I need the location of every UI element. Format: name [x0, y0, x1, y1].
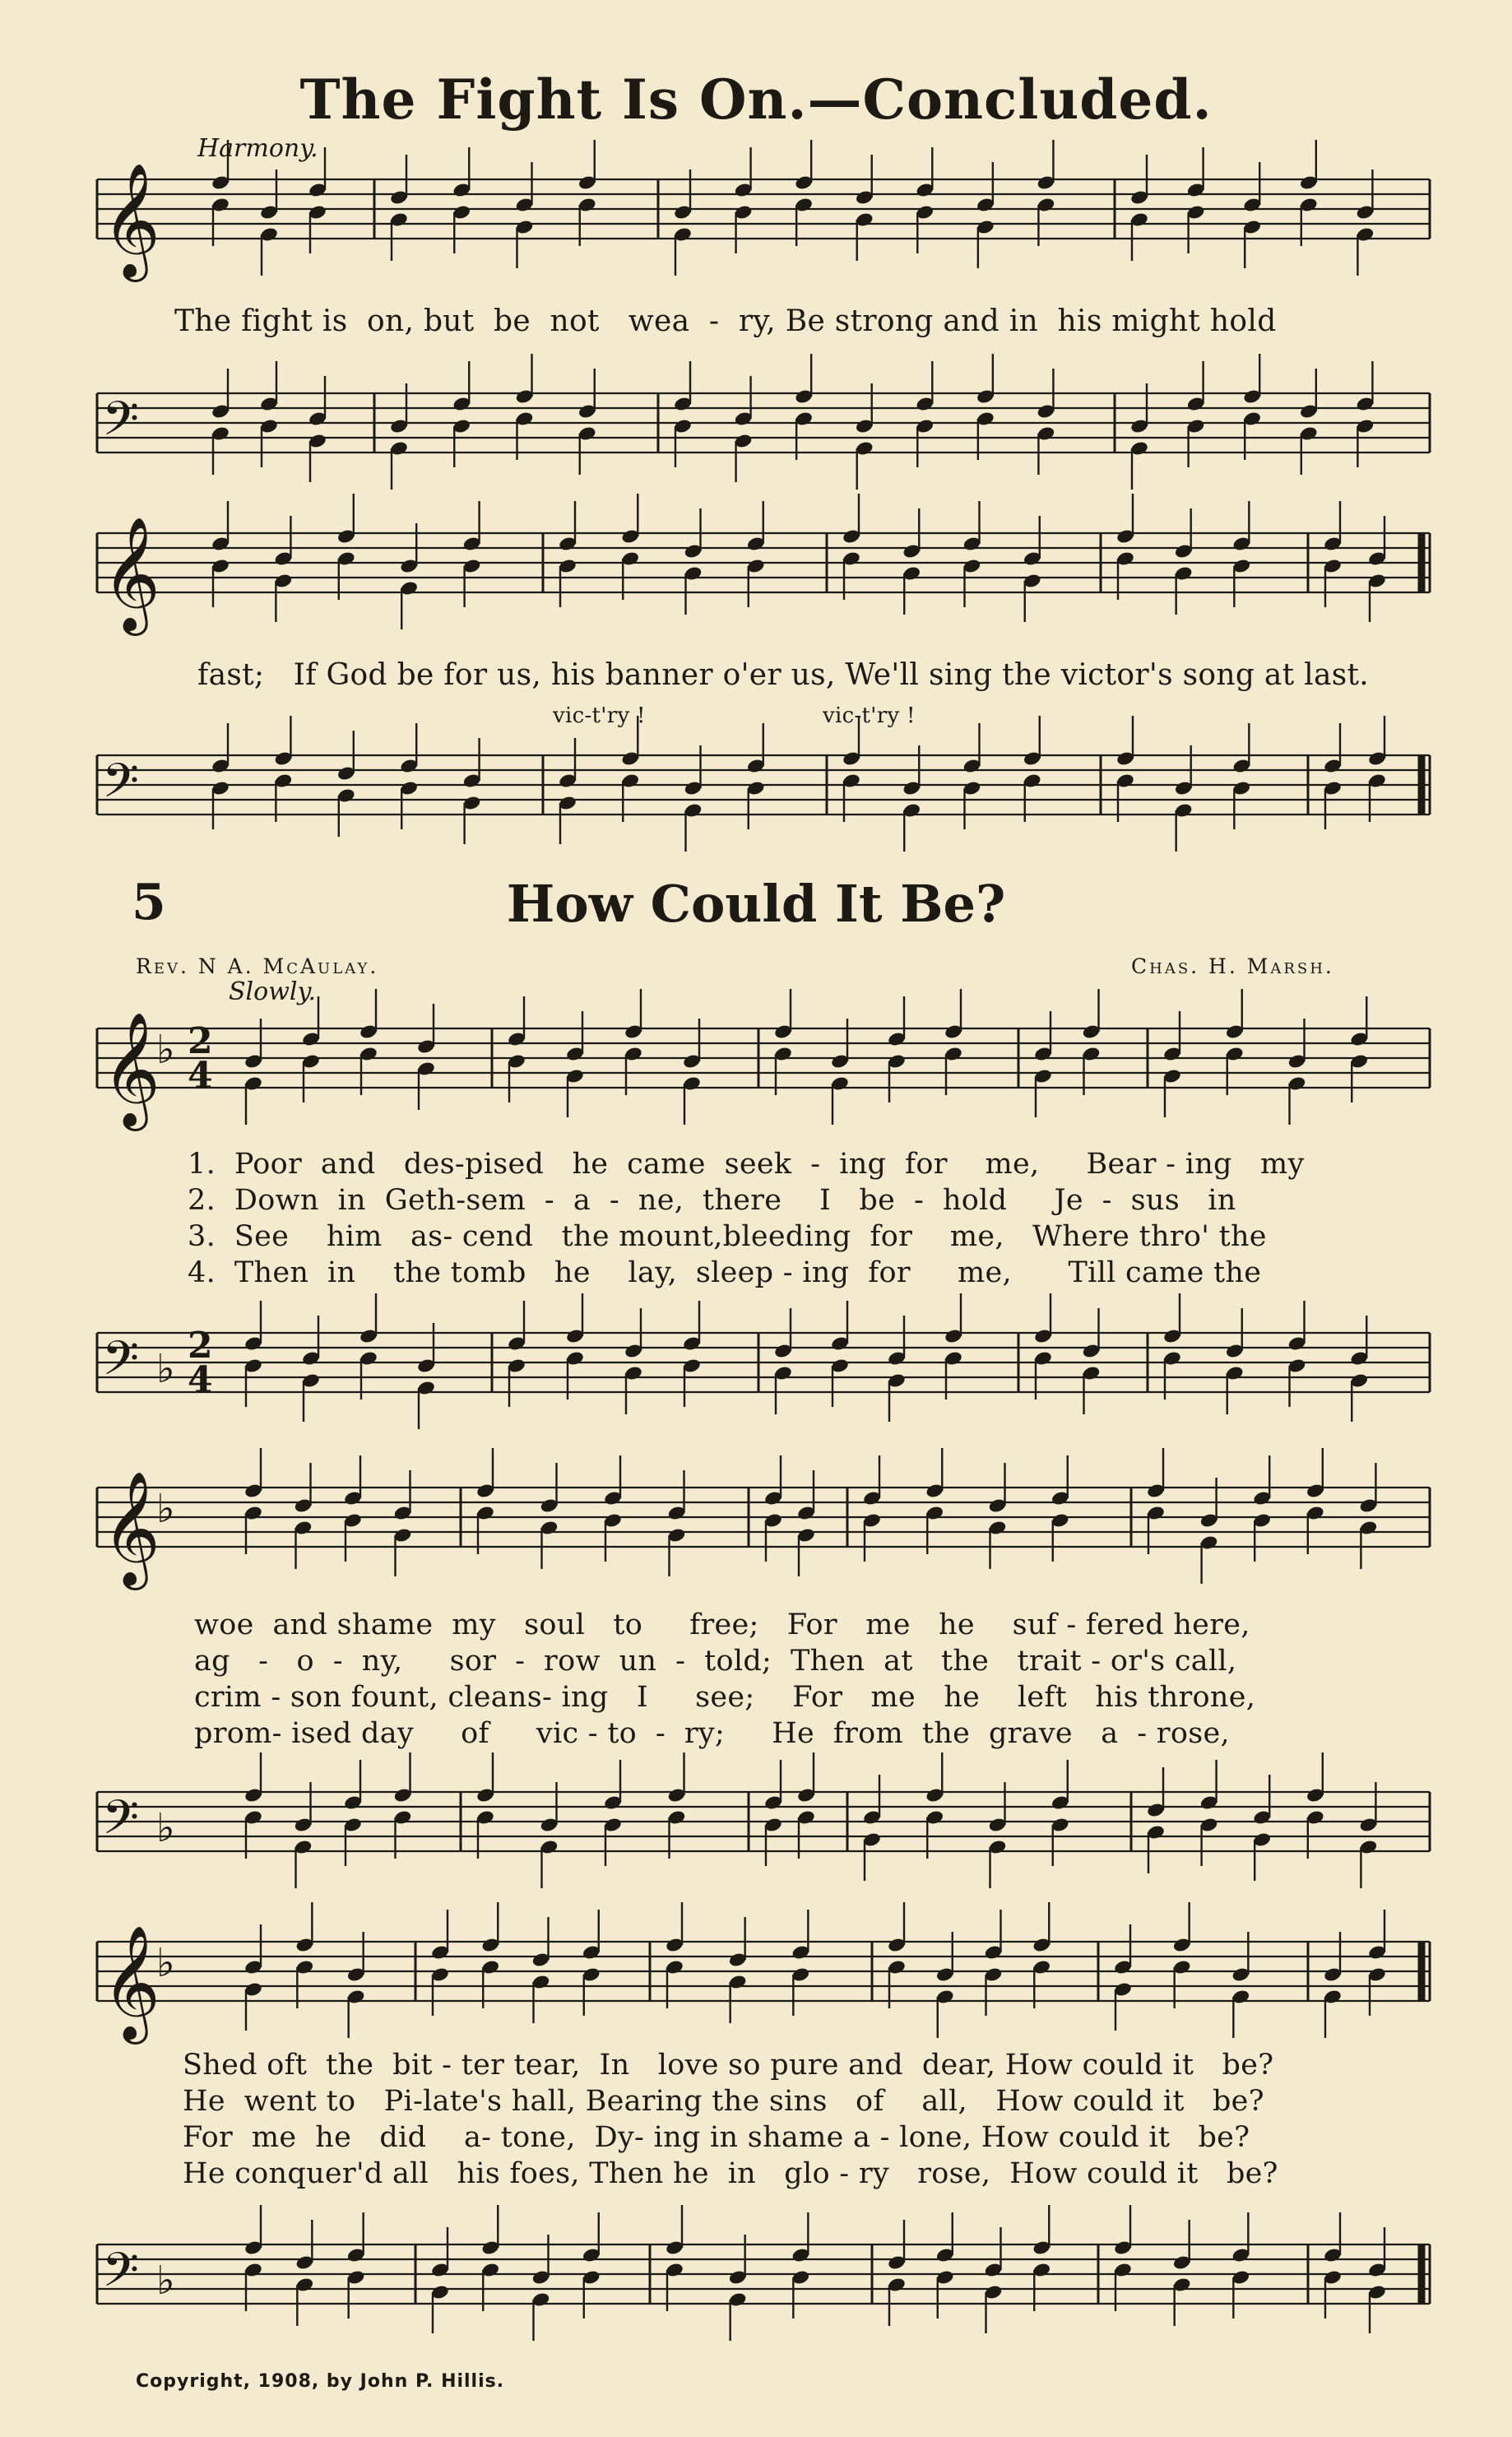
bass-clef-icon: 𝄢 [102, 1789, 140, 1857]
time-sig-bottom-treble: 4 [188, 1055, 213, 1097]
song-number: 5 [132, 874, 166, 931]
verse-4-line-c: He conquer'd all his foes, Then he in glo - ry rose, How could it be? [183, 2157, 1278, 2190]
treble-clef-icon: 𝄞 [102, 1925, 160, 2040]
echo-victory-1: vic-t'ry ! [553, 703, 646, 728]
time-sig-bottom-bass: 4 [188, 1359, 213, 1401]
staff-2 [97, 393, 1430, 453]
time-sig-top-treble: 2 [188, 1020, 213, 1062]
author-credit: Rev. N A. McAulay. [136, 954, 379, 978]
time-sig-top-bass: 2 [188, 1325, 213, 1367]
bass-clef-icon: 𝄢 [102, 1330, 140, 1398]
harmony-label: Harmony. [197, 134, 318, 163]
tempo-marking: Slowly. [229, 977, 316, 1006]
flat-sign-icon: ♭ [156, 1027, 175, 1073]
bass-clef-icon: 𝄢 [102, 753, 140, 820]
verse-1-line-c: Shed oft the bit - ter tear, In love so pure and dear, How could it be? [183, 2049, 1274, 2082]
treble-clef-icon: 𝄞 [102, 517, 160, 631]
staff-7 [97, 1488, 1430, 1547]
echo-victory-2: vic-t'ry ! [823, 703, 916, 728]
treble-clef-icon: 𝄞 [102, 163, 160, 277]
flat-sign-icon: ♭ [156, 1805, 175, 1851]
bass-clef-icon: 𝄢 [102, 391, 140, 458]
copyright-notice: Copyright, 1908, by John P. Hillis. [136, 2371, 505, 2392]
song-title: How Could It Be? [506, 874, 1006, 934]
staff-8 [97, 1792, 1430, 1851]
verse-3-line-b: crim - son fount, cleans- ing I see; For me he left his throne, [194, 1681, 1256, 1714]
verse-1-line-a: 1. Poor and des-pised he came seek - ing for me, Bear - ing my [188, 1148, 1305, 1181]
flat-sign-icon: ♭ [156, 1346, 175, 1392]
flat-sign-icon: ♭ [156, 1486, 175, 1532]
treble-clef-icon: 𝄞 [102, 1012, 160, 1126]
lyrics-line-2: fast; If God be for us, his banner o'er us, We'll sing the victor's song at last. [197, 658, 1370, 692]
flat-sign-icon: ♭ [156, 2258, 175, 2304]
verse-4-line-b: prom- ised day of vic - to - ry; He from the grave a - rose, [194, 1717, 1230, 1750]
verse-4-line-a: 4. Then in the tomb he lay, sleep - ing for me, Till came the [188, 1256, 1262, 1289]
composer-credit: Chas. H. Marsh. [1131, 954, 1334, 978]
verse-2-line-c: He went to Pi-late's hall, Bearing the sins of all, How could it be? [183, 2085, 1264, 2118]
verse-1-line-b: woe and shame my soul to free; For me he suf - fered here, [194, 1608, 1250, 1641]
verse-2-line-b: ag - o - ny, sor - row un - told; Then at the trait - or's call, [194, 1645, 1237, 1678]
verse-2-line-a: 2. Down in Geth-sem - a - ne, there I be - hold Je - sus in [188, 1184, 1236, 1217]
verse-3-line-a: 3. See him as- cend the mount,bleeding for me, Where thro' the [188, 1220, 1267, 1253]
verse-3-line-c: For me he did a- tone, Dy- ing in shame a - lone, How could it be? [183, 2121, 1250, 2154]
bass-clef-icon: 𝄢 [102, 2242, 140, 2309]
song-title-concluded: The Fight Is On.—Concluded. [299, 67, 1213, 132]
flat-sign-icon: ♭ [156, 1940, 175, 1986]
lyrics-line-1: The fight is on, but be not wea - ry, Be strong and in his might hold [174, 304, 1277, 338]
treble-clef-icon: 𝄞 [102, 1471, 160, 1585]
staff-1 [97, 179, 1430, 239]
staff-6 [97, 1333, 1430, 1392]
